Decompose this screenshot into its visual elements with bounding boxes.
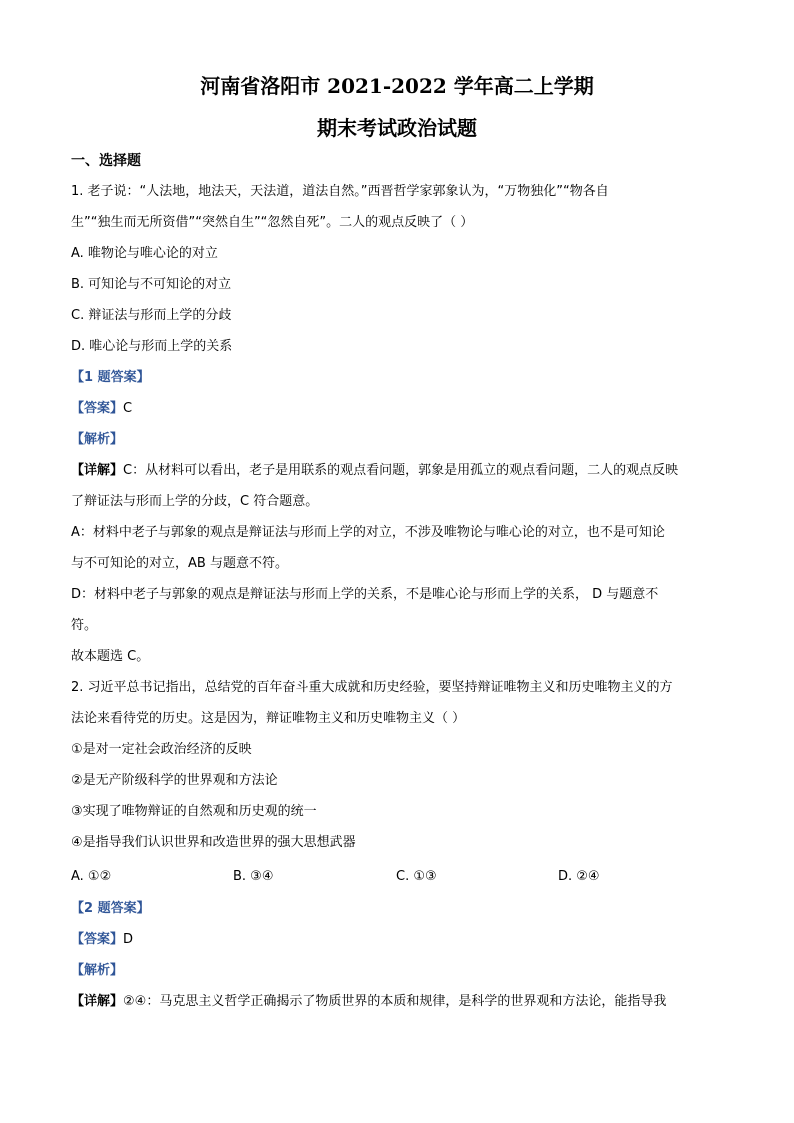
q1-detail-line3: A：材料中老子与郭象的观点是辩证法与形而上学的对立，不涉及唯物论与唯心论的对立，也不是可知论 [71,525,665,540]
q1-option-b: B. 可知论与不可知论的对立 [71,277,232,292]
answer-value: D [123,932,134,947]
q2-detail-line1: 【详解】②④：马克思主义哲学正确揭示了物质世界的本质和规律，是科学的世界观和方法论，能指导我 [71,994,667,1009]
q2-option-b: B. ③④ [233,869,274,884]
q2-answer-header: 【2 题答案】 [71,901,150,916]
q1-detail-line4: 与不可知论的对立，AB 与题意不符。 [71,556,288,571]
q2-item-2: ②是无产阶级科学的世界观和方法论 [71,773,278,788]
q2-analysis-header: 【解析】 [71,963,124,978]
detail-tag: 【详解】 [71,994,124,1009]
q2-item-3: ③实现了唯物辩证的自然观和历史观的统一 [71,804,317,819]
answer-tag: 【答案】 [71,932,124,947]
q2-stem-line2: 法论来看待党的历史。这是因为，辩证唯物主义和历史唯物主义（ ） [71,711,466,726]
answer-tag: 【答案】 [71,401,124,416]
answer-value: C [123,401,133,416]
detail-tag: 【详解】 [71,463,124,478]
page-title-line2: 期末考试政治试题 [317,116,477,140]
q1-detail-line6: 符。 [71,618,98,633]
q1-analysis-header: 【解析】 [71,432,124,447]
page-title-line1: 河南省洛阳市 2021-2022 学年高二上学期 [200,74,594,98]
q1-stem-line1: 1. 老子说：“人法地，地法天，天法道，道法自然。”西晋哲学家郭象认为，“万物独化”“物各自 [71,184,609,199]
q1-answer-header: 【1 题答案】 [71,370,150,385]
q1-option-d: D. 唯心论与形而上学的关系 [71,339,233,354]
q1-stem-line2: 生”“独生而无所资借”“突然自生”“忽然自死”。二人的观点反映了（ ） [71,215,474,230]
q1-conclusion: 故本题选 C。 [71,649,150,664]
q2-option-d: D. ②④ [558,869,600,884]
q1-option-a: A. 唯物论与唯心论的对立 [71,246,218,261]
q2-item-4: ④是指导我们认识世界和改造世界的强大思想武器 [71,835,356,850]
q1-detail-line1: 【详解】C：从材料可以看出，老子是用联系的观点看问题，郭象是用孤立的观点看问题，二人的观点反映 [71,463,679,478]
q2-item-1: ①是对一定社会政治经济的反映 [71,742,252,757]
q1-answer-line [71,400,132,418]
q2-option-a: A. ①② [71,869,112,884]
q2-stem-line1: 2. 习近平总书记指出，总结党的百年奋斗重大成就和历史经验，要坚持辩证唯物主义和历史唯物主义的方 [71,680,673,695]
q1-option-c: C. 辩证法与形而上学的分歧 [71,308,232,323]
q1-detail-line5: D：材料中老子与郭象的观点是辩证法与形而上学的关系，不是唯心论与形而上学的关系， D 与题意不 [71,587,659,602]
q2-answer-line [71,931,133,949]
q2-option-c: C. ①③ [396,869,437,884]
q1-detail-line2: 了辩证法与形而上学的分歧，C 符合题意。 [71,494,319,509]
section-heading: 一、选择题 [71,153,141,169]
